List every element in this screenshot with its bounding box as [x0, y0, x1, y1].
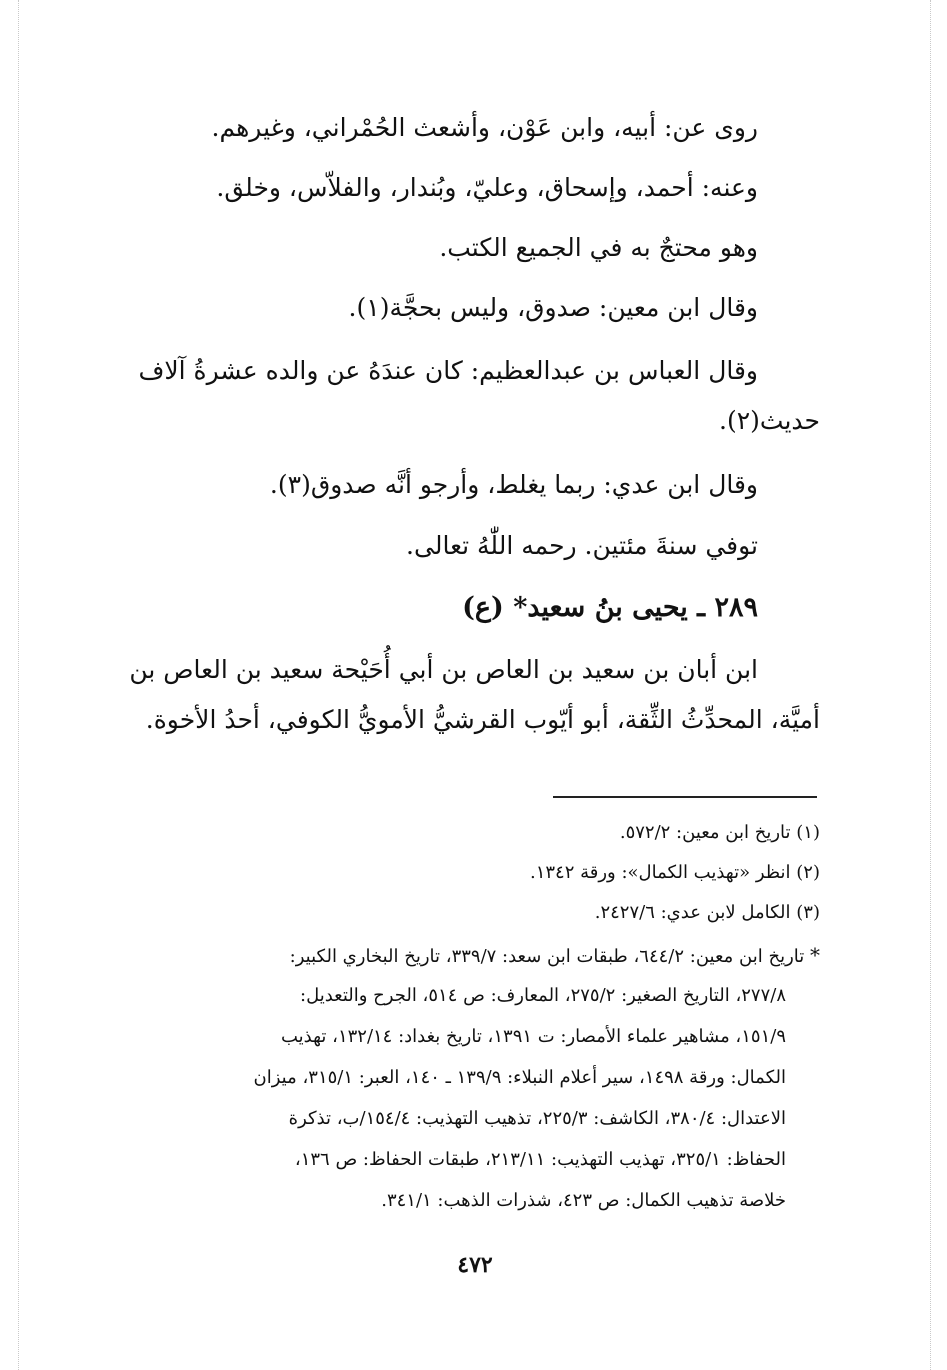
footnote-separator [553, 796, 817, 798]
body-line: روى عن: أبيه، وابن عَوْن، وأشعث الحُمْراني، وغيرهم. [211, 113, 758, 142]
scan-guide-line [930, 0, 932, 1370]
footnote: (٣) الكامل لابن عدي: ٢٤٢٧/٦. [594, 902, 820, 923]
page-number: ٤٧٢ [457, 1252, 493, 1278]
sources-text: تاريخ ابن معين: ٦٤٤/٢، طبقات ابن سعد: ٣٣٩/٧، تاريخ البخاري الكبير: [289, 946, 805, 967]
footnote: (٢) انظر «تهذيب الكمال»: ورقة ١٣٤٢. [529, 862, 820, 883]
body-line: حديث(٢). [719, 406, 820, 435]
entry-heading: ٢٨٩ ـ يحيى بنُ سعيد* (ع) [462, 592, 758, 623]
body-line: وقال العباس بن عبدالعظيم: كان عندَهُ عن والده عشرةُ آلاف [138, 356, 758, 385]
body-line: وقال ابن عدي: ربما يغلط، وأرجو أنَّه صدوق(٣). [269, 470, 758, 499]
scan-guide-line [18, 0, 20, 1370]
sources-footnote-line: ٢٧٧/٨، التاريخ الصغير: ٢٧٥/٢، المعارف: ص ٥١٤، الجرح والتعديل: [300, 985, 786, 1006]
body-line: وعنه: أحمد، وإسحاق، وعليّ، وبُندار، والفلاّس، وخلق. [216, 173, 758, 202]
footnote: (١) تاريخ ابن معين: ٥٧٢/٢. [619, 822, 820, 843]
sources-footnote-line: خلاصة تذهيب الكمال: ص ٤٢٣، شذرات الذهب: ٣٤١/١. [381, 1190, 786, 1211]
main-text [110, 0, 820, 760]
body-line: وهو محتجٌ به في الجميع الكتب. [439, 233, 758, 262]
body-line: وقال ابن معين: صدوق، وليس بحجَّة(١). [348, 293, 758, 322]
sources-footnote-line: الاعتدال: ٣٨٠/٤، الكاشف: ٢٢٥/٣، تذهيب التهذيب: ١٥٤/٤/ب، تذكرة [288, 1108, 786, 1129]
sources-footnote-line: ١٥١/٩، مشاهير علماء الأمصار: ت ١٣٩١، تاريخ بغداد: ١٣٢/١٤، تهذيب [280, 1026, 786, 1047]
entry-line: ابن أبان بن سعيد بن العاص بن أبي أُحَيْحة سعيد بن العاص بن [129, 655, 758, 684]
sources-footnote-line: الكمال: ورقة ١٤٩٨، سير أعلام النبلاء: ١٣٩/٩ ـ ١٤٠، العبر: ٣١٥/١، ميزان [253, 1067, 786, 1088]
sources-star-marker: * [810, 943, 820, 967]
entry-line: أميَّة، المحدِّثُ الثِّقة، أبو أيّوب القرشيُّ الأمويُّ الكوفي، أحدُ الأخوة. [145, 705, 820, 734]
sources-footnote-line [110, 942, 820, 970]
body-line: توفي سنةَ مئتين. رحمه اللّٰهُ تعالى. [406, 531, 758, 560]
sources-footnote-line: الحفاظ: ٣٢٥/١، تهذيب التهذيب: ٢١٣/١١، طبقات الحفاظ: ص ١٣٦، [294, 1149, 786, 1170]
